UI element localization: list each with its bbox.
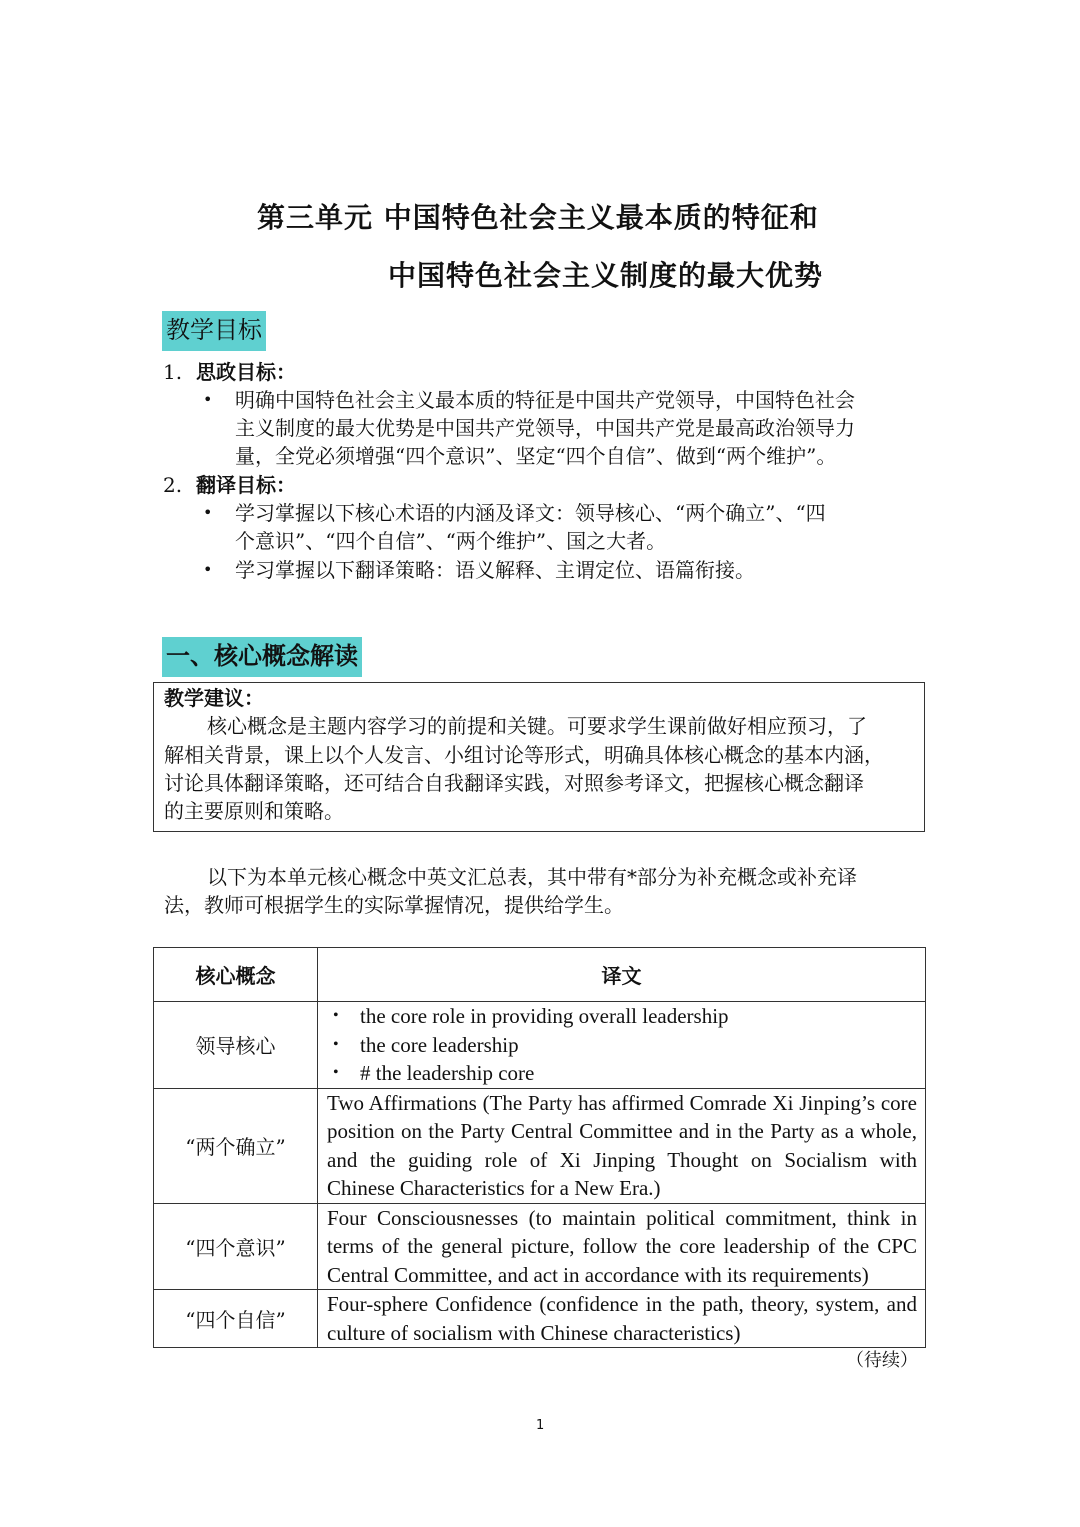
suggestion-line1: 核心概念是主题内容学习的前提和关键。可要求学生课前做好相应预习，了	[207, 714, 867, 738]
goal-2-number: 2.	[163, 473, 183, 497]
page-number: 1	[536, 1418, 545, 1433]
header-core-concept: 核心概念	[154, 948, 318, 1002]
table-header-row	[154, 948, 926, 1002]
goal-2-label: 翻译目标：	[196, 473, 296, 497]
core-concepts-table	[153, 947, 926, 1348]
goal-1-label: 思政目标：	[196, 360, 296, 384]
translation-cell: Two Affirmations (The Party has affirmed Comrade Xi Jinping’s core position on the Party Central Committee and in the Party as a whole, and the guiding role of Xi Jinping Thought on Socialism with Chinese Characteristics for a New Era.)	[318, 1088, 926, 1203]
suggestion-line3: 讨论具体翻译策略，还可结合自我翻译实践，对照参考译文，把握核心概念翻译	[164, 771, 864, 795]
term-cell: “两个确立”	[154, 1088, 318, 1203]
term-cell: “四个意识”	[154, 1203, 318, 1290]
unit-title-line1: 第三单元 中国特色社会主义最本质的特征和	[257, 201, 819, 234]
term-cell: “四个自信”	[154, 1290, 318, 1348]
suggestion-line4: 的主要原则和策略。	[164, 799, 344, 823]
suggestion-line2: 解相关背景，课上以个人发言、小组讨论等形式，明确具体核心概念的基本内涵，	[164, 743, 884, 767]
translation-bullet: • # the leadership core	[327, 1059, 917, 1088]
goal-1-number: 1.	[163, 360, 183, 384]
goal-1-text-line1: 明确中国特色社会主义最本质的特征是中国共产党领导，中国特色社会	[235, 388, 855, 412]
translation-cell: Four-sphere Confidence (confidence in the path, theory, system, and culture of socialism with Chinese characteristics)	[318, 1290, 926, 1348]
bullet-icon: •	[203, 503, 213, 522]
unit-title-line2: 中国特色社会主义制度的最大优势	[388, 259, 824, 292]
table-row	[154, 1002, 926, 1089]
goal-1-text-line3: 量，全党必须增强“四个意识”、坚定“四个自信”、做到“两个维护”。	[235, 444, 837, 468]
teaching-goals-heading: 教学目标	[162, 311, 266, 351]
translation-bullet: • the core leadership	[327, 1031, 917, 1060]
bullet-icon: •	[203, 560, 213, 579]
translation-bullet: • the core role in providing overall leadership	[327, 1002, 917, 1031]
table-row	[154, 1203, 926, 1290]
section1-heading: 一、核心概念解读	[162, 637, 362, 677]
intro-line2: 法，教师可根据学生的实际掌握情况，提供给学生。	[164, 893, 624, 917]
to-be-continued: （待续）	[846, 1350, 918, 1371]
table-row	[154, 1088, 926, 1203]
translation-cell: Four Consciousnesses (to maintain political commitment, think in terms of the general picture, follow the core leadership of the CPC Central Committee, and act in accordance with its requirements)	[318, 1203, 926, 1290]
suggestion-label: 教学建议：	[164, 686, 264, 710]
goal-2-bullet2-line1: 学习掌握以下翻译策略：语义解释、主谓定位、语篇衔接。	[235, 558, 755, 582]
goal-2-bullet1-line2: 个意识”、“四个自信”、“两个维护”、国之大者。	[235, 529, 667, 553]
goal-2-bullet1-line1: 学习掌握以下核心术语的内涵及译文：领导核心、“两个确立”、“四	[235, 501, 826, 525]
table-row	[154, 1290, 926, 1348]
header-translation: 译文	[318, 948, 926, 1002]
term-cell: 领导核心	[154, 1002, 318, 1089]
bullet-icon: •	[203, 390, 213, 409]
goal-1-text-line2: 主义制度的最大优势是中国共产党领导，中国共产党是最高政治领导力	[235, 416, 855, 440]
intro-line1: 以下为本单元核心概念中英文汇总表，其中带有*部分为补充概念或补充译	[207, 865, 857, 889]
translation-cell	[318, 1002, 926, 1089]
